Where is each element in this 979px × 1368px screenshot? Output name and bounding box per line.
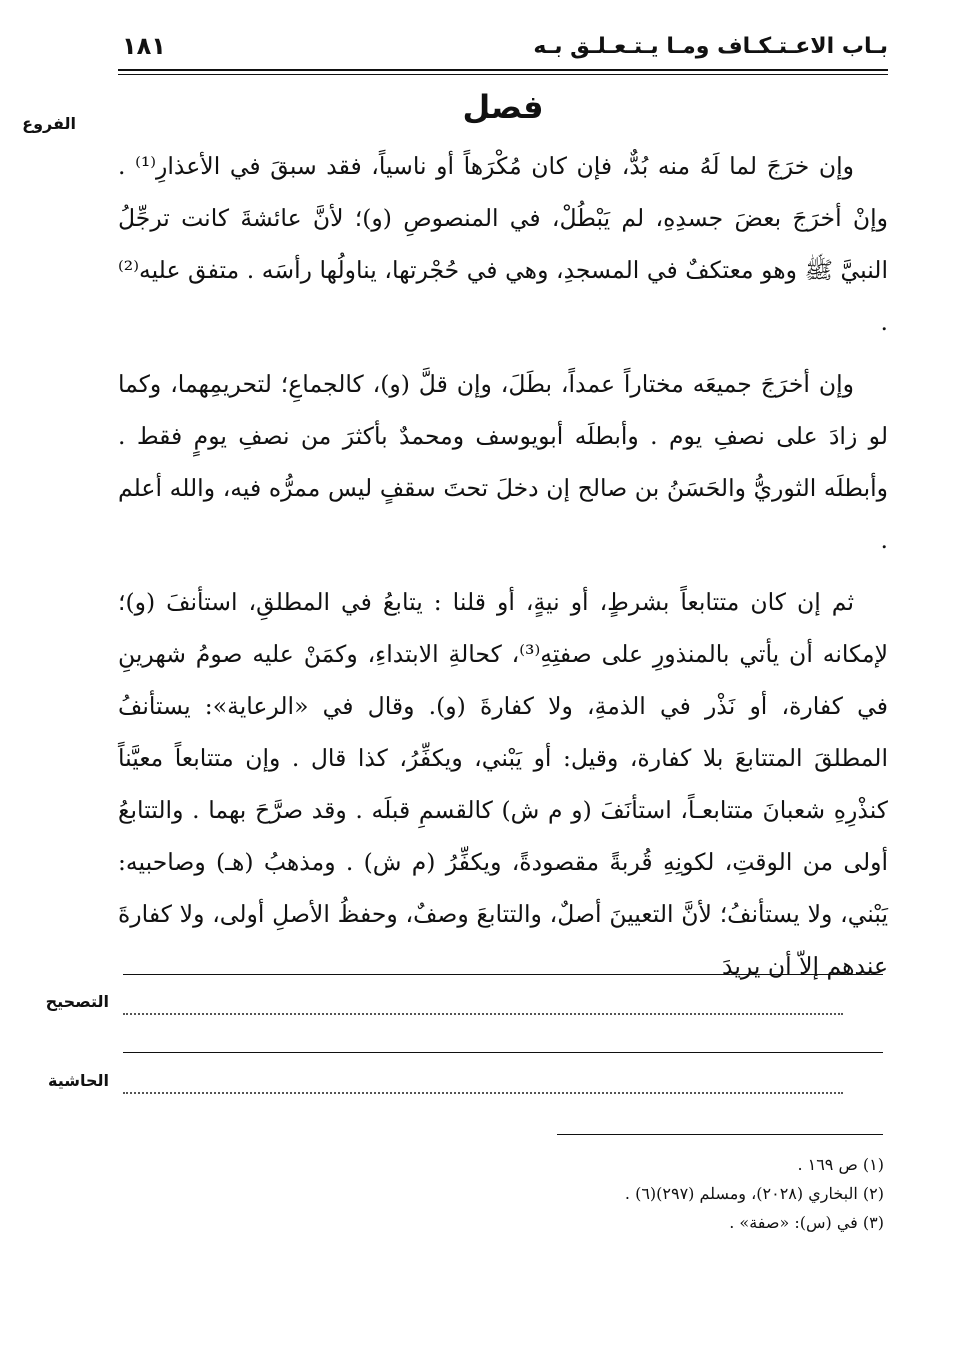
paragraph: وإن أخرَجَ جميعَه مختاراً عمداً، بطَلَ، وإن قلَّ (و)، كالجماعِ؛ لتحريمِهما، وكما لو زادَ على نصفِ يوم . وأبطلَه أبويوسف ومحمدٌ بأكثرَ من نصفِ يومٍ فقط . وأبطلَه الثوريُّ والحَسَنُ بن صالح إن دخلَ تحتَ سقفٍ ليس ممرُّه فيه، والله أعلم .	[118, 370, 888, 554]
side-label-tashih: التصحيح	[45, 992, 109, 1011]
footnote: (١) ص ١٦٩ .	[797, 1155, 884, 1174]
chapter-title: بـاب الاعـتـكـاف ومـا يـتـعـلـق بـه	[533, 34, 888, 59]
tashih-top-rule	[123, 974, 883, 975]
header-rule	[118, 69, 888, 71]
footnote: (٢) البخاري (٢٠٢٨)، ومسلم (٢٩٧)(٦) .	[624, 1184, 884, 1203]
footnotes	[118, 1150, 884, 1237]
main-text	[118, 140, 888, 1002]
paragraph: ثم إن كان متتابعاً بشرطٍ، أو نيةٍ، أو قلنا : يتابعُ في المطلقِ، استأنفَ (و)؛ لإمكانه أن يأتي بالمنذورِ على صفتِهِ⁽³⁾، كحالةِ الابتداءِ، وكمَنْ عليه صومُ شهرينِ في كفارة، أو نَذْر في الذمةِ، ولا كفارةَ (و). وقال في «الرعاية»: يستأنفُ المطلقَ المتتابعَ بلا كفارة، وقيل: أو يَبْني، ويكفِّرُ، كذا قال . وإن متتابعاً معيَّناً كنذْرِهِ شعبانَ متتابعـاً، استأنَفَ (و م ش) كالقسمِ قبلَه . وقد صرَّحَ بهما . والتتابعُ أولى من الوقتِ، لكونِهِ قُربةً مقصودةً، ويكفِّرُ (م ش) . ومذهبُ (هـ) وصاحبيه: يَبْني، ولا يستأنفُ؛ لأنَّ التعيينَ أصلٌ، والتتابعَ وصفٌ، وحفظُ الأصلِ أولى، ولا كفارةَ عندهم إلاّ أن يريدَ	[118, 588, 888, 980]
running-header	[118, 30, 888, 70]
paragraph: وإن خرَجَ لما لَهُ منه بُدٌّ، فإن كان مُكْرَهاً أو ناسياً، فقد سبقَ في الأعذارِ⁽¹⁾ . وإنْ أخرَجَ بعضَ جسدِهِ، لم يَبْطُلْ، في المنصوصِ (و)؛ لأنَّ عائشةَ كانت ترجِّلُ النبيَّ ﷺ وهو معتكفٌ في المسجدِ، وهي في حُجْرتها، يناولُها رأسَه . متفق عليه⁽²⁾ .	[118, 152, 888, 336]
tashih-dotted-line	[123, 1013, 843, 1015]
side-label-furu: الفروع	[22, 114, 76, 133]
page-number: ١٨١	[122, 32, 166, 60]
hashiya-dotted-line	[123, 1092, 843, 1094]
footnote-separator	[557, 1134, 883, 1135]
side-label-hashiya: الحاشية	[48, 1071, 109, 1090]
section-heading: فصل	[462, 88, 544, 126]
header-rule-thin	[118, 74, 888, 75]
footnote: (٣) في (س): «صفة» .	[729, 1213, 884, 1232]
hashiya-top-rule	[123, 1052, 883, 1053]
